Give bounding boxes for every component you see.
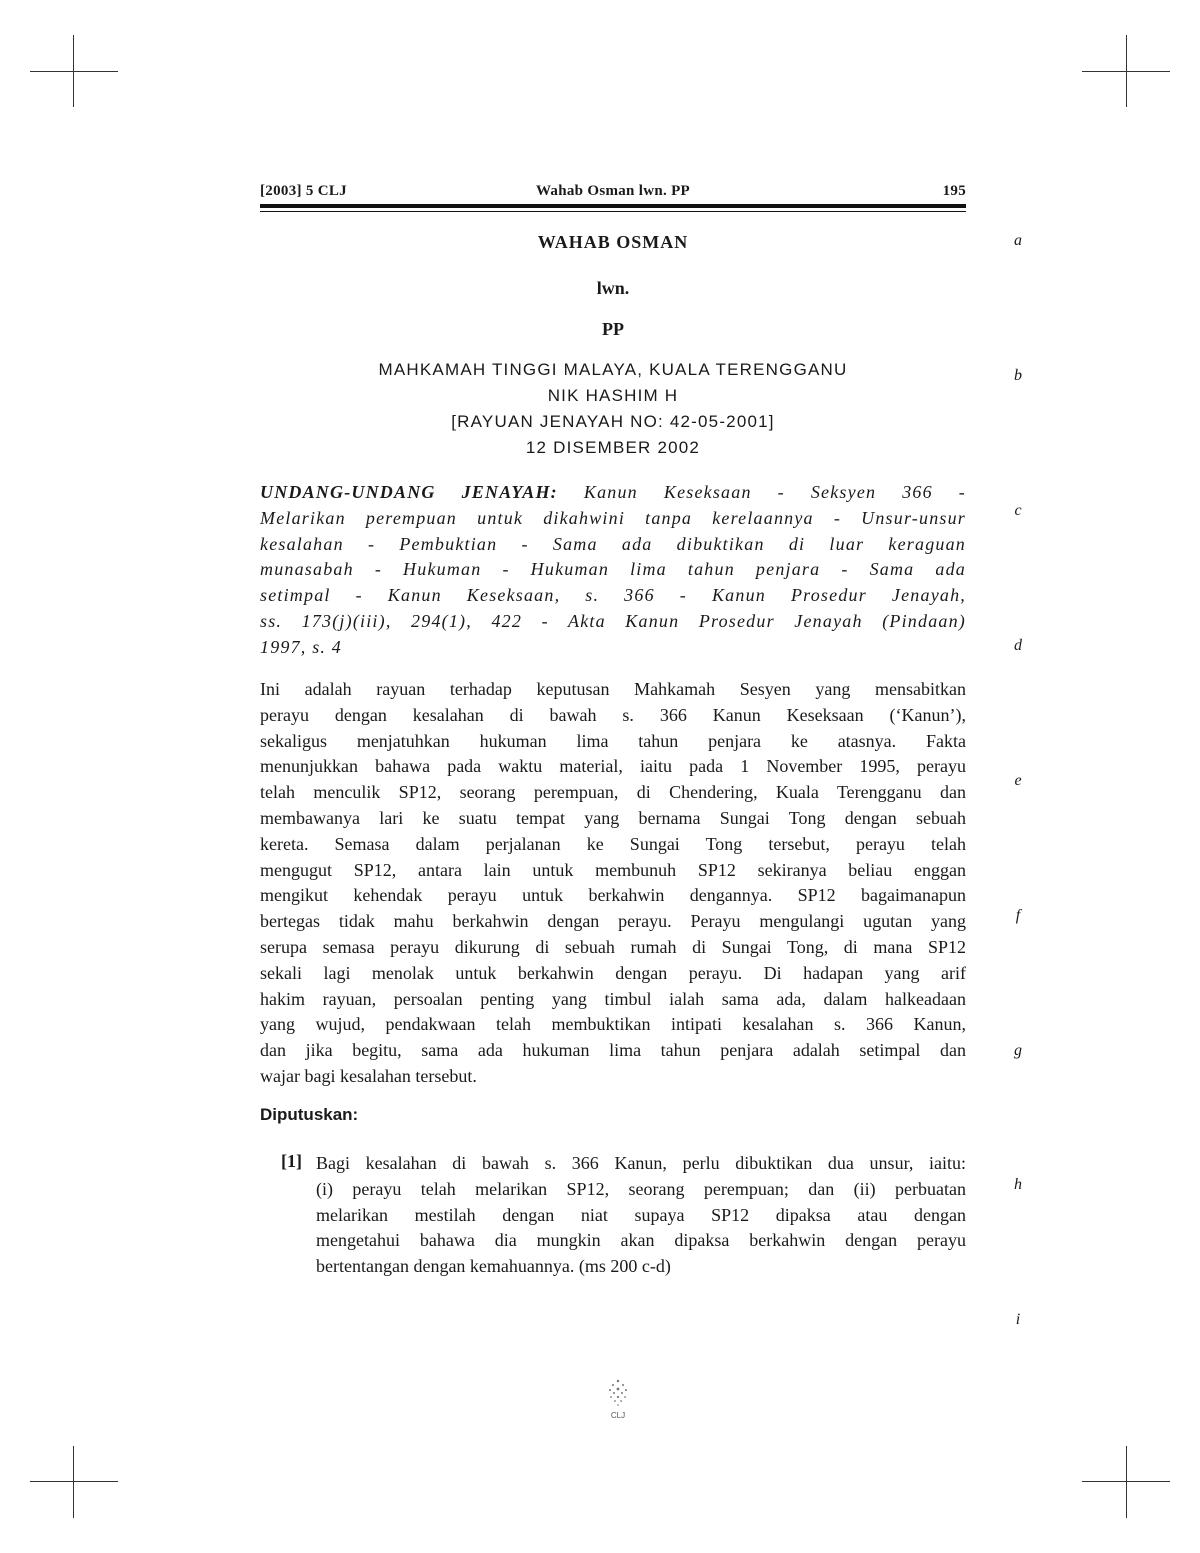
headnote-line: dan jika begitu, sama ada hukuman lima tahun penjara adalah setimpal dan <box>260 1040 966 1061</box>
headnote-line: telah menculik SP12, seorang perempuan, di Chendering, Kuala Terengganu dan <box>260 782 966 803</box>
headnote-line: mengugut SP12, antara lain untuk membunuh SP12 sekiranya beliau enggan <box>260 859 966 880</box>
margin-letter: d <box>1014 637 1022 654</box>
crop-mark-bottom-right-v <box>1126 1446 1127 1518</box>
headnote-line: perayu dengan kesalahan di bawah s. 366 Kanun Keseksaan (‘Kanun’), <box>260 704 966 725</box>
headnote-line: menunjukkan bahawa pada waktu material, iaitu pada 1 November 1995, perayu <box>260 756 966 777</box>
header-citation: [2003] 5 CLJ <box>260 183 347 199</box>
headnote-line: yang wujud, pendakwaan telah membuktikan intipati kesalahan s. 366 Kanun, <box>260 1014 966 1035</box>
headnote-line: mengikut kehendak perayu untuk berkahwin dengannya. SP12 bagaimanapun <box>260 885 966 906</box>
judgment-date: 12 DISEMBER 2002 <box>525 438 701 457</box>
headnote-line: sekaligus menjatuhkan hukuman lima tahun penjara ke atasnya. Fakta <box>260 730 966 751</box>
headnote-line: membawanya lari ke suatu tempat yang bernama Sungai Tong dengan sebuah <box>260 807 966 828</box>
headnote-line: Ini adalah rayuan terhadap keputusan Mahkamah Sesyen yang mensabitkan <box>260 679 966 699</box>
crop-mark-bottom-left-v <box>73 1446 74 1518</box>
held-line: mengetahui bahawa dia mungkin akan dipaksa berkahwin dengan perayu <box>316 1230 966 1251</box>
held-item-number: [1] <box>281 1151 302 1171</box>
held-item-text <box>316 1151 966 1280</box>
held-title: Diputuskan: <box>260 1105 359 1124</box>
catchwords-line: setimpal - Kanun Keseksaan, s. 366 - Kanun Prosedur Jenayah, <box>260 585 966 606</box>
clj-logo-icon <box>604 1377 632 1421</box>
clj-logo-caption: CLJ <box>610 1411 626 1420</box>
catchwords-line: kesalahan - Pembuktian - Sama ada dibuktikan di luar keraguan <box>260 533 966 554</box>
crop-mark-top-right-v <box>1126 35 1127 107</box>
margin-letter: a <box>1014 232 1022 249</box>
respondent-name: PP <box>602 319 624 339</box>
headnote-line: sekali lagi menolak untuk berkahwin dengan perayu. Di hadapan yang arif <box>260 962 966 983</box>
catchwords-line: ss. 173(j)(iii), 294(1), 422 - Akta Kanun Prosedur Jenayah (Pindaan) <box>260 610 966 631</box>
headnote-line: bertegas tidak mahu berkahwin dengan perayu. Perayu mengulangi ugutan yang <box>260 911 966 932</box>
margin-letter: b <box>1014 367 1022 384</box>
header-running-title: Wahab Osman lwn. PP <box>535 183 691 199</box>
appellant-name: WAHAB OSMAN <box>537 232 689 252</box>
margin-letter: c <box>1014 502 1022 519</box>
held-line: melarikan mestilah dengan niat supaya SP12 dipaksa atau dengan <box>316 1204 966 1225</box>
held-line: bertentangan dengan kemahuannya. (ms 200 c-d) <box>316 1256 671 1277</box>
crop-mark-top-left-v <box>73 35 74 107</box>
margin-letter: i <box>1015 1311 1021 1328</box>
running-header <box>260 183 966 203</box>
case-number: [RAYUAN JENAYAH NO: 42-05-2001] <box>451 412 775 431</box>
court-name: MAHKAMAH TINGGI MALAYA, KUALA TERENGGANU <box>378 360 848 379</box>
header-rule-thick <box>260 204 966 208</box>
crop-mark-bottom-left-h <box>30 1481 118 1482</box>
header-page-number: 195 <box>942 183 966 199</box>
headnote-line: hakim rayuan, persoalan penting yang timbul ialah sama ada, dalam halkeadaan <box>260 988 966 1009</box>
held-line: Bagi kesalahan di bawah s. 366 Kanun, perlu dibuktikan dua unsur, iaitu: <box>316 1153 966 1173</box>
headnote-line: serupa semasa perayu dikurung di sebuah rumah di Sungai Tong, di mana SP12 <box>260 936 966 957</box>
held-line: (i) perayu telah melarikan SP12, seorang perempuan; dan (ii) perbuatan <box>316 1178 966 1199</box>
crop-mark-top-left-h <box>30 71 118 72</box>
headnote-line: kereta. Semasa dalam perjalanan ke Sungai Tong tersebut, perayu telah <box>260 833 966 854</box>
header-rule-thin <box>260 211 966 212</box>
headnote-paragraph <box>260 677 966 1090</box>
judge-name: NIK HASHIM H <box>547 386 679 405</box>
versus-label: lwn. <box>596 278 630 298</box>
catchwords-line: Melarikan perempuan untuk dikahwini tanpa kerelaannya - Unsur-unsur <box>260 507 966 528</box>
margin-letter: g <box>1014 1042 1022 1059</box>
catchwords <box>260 480 966 661</box>
headnote-line: wajar bagi kesalahan tersebut. <box>260 1065 477 1086</box>
margin-letter: h <box>1014 1176 1022 1193</box>
catchwords-line: munasabah - Hukuman - Hukuman lima tahun penjara - Sama ada <box>260 559 966 580</box>
margin-letter: e <box>1014 772 1022 789</box>
catchwords-line: UNDANG-UNDANG JENAYAH: Kanun Keseksaan - Seksyen 366 - <box>260 482 966 502</box>
catchwords-line: 1997, s. 4 <box>260 636 343 657</box>
clj-logo <box>604 1377 632 1421</box>
catchwords-head: UNDANG-UNDANG JENAYAH: <box>260 482 558 502</box>
margin-letter: f <box>1015 907 1021 924</box>
